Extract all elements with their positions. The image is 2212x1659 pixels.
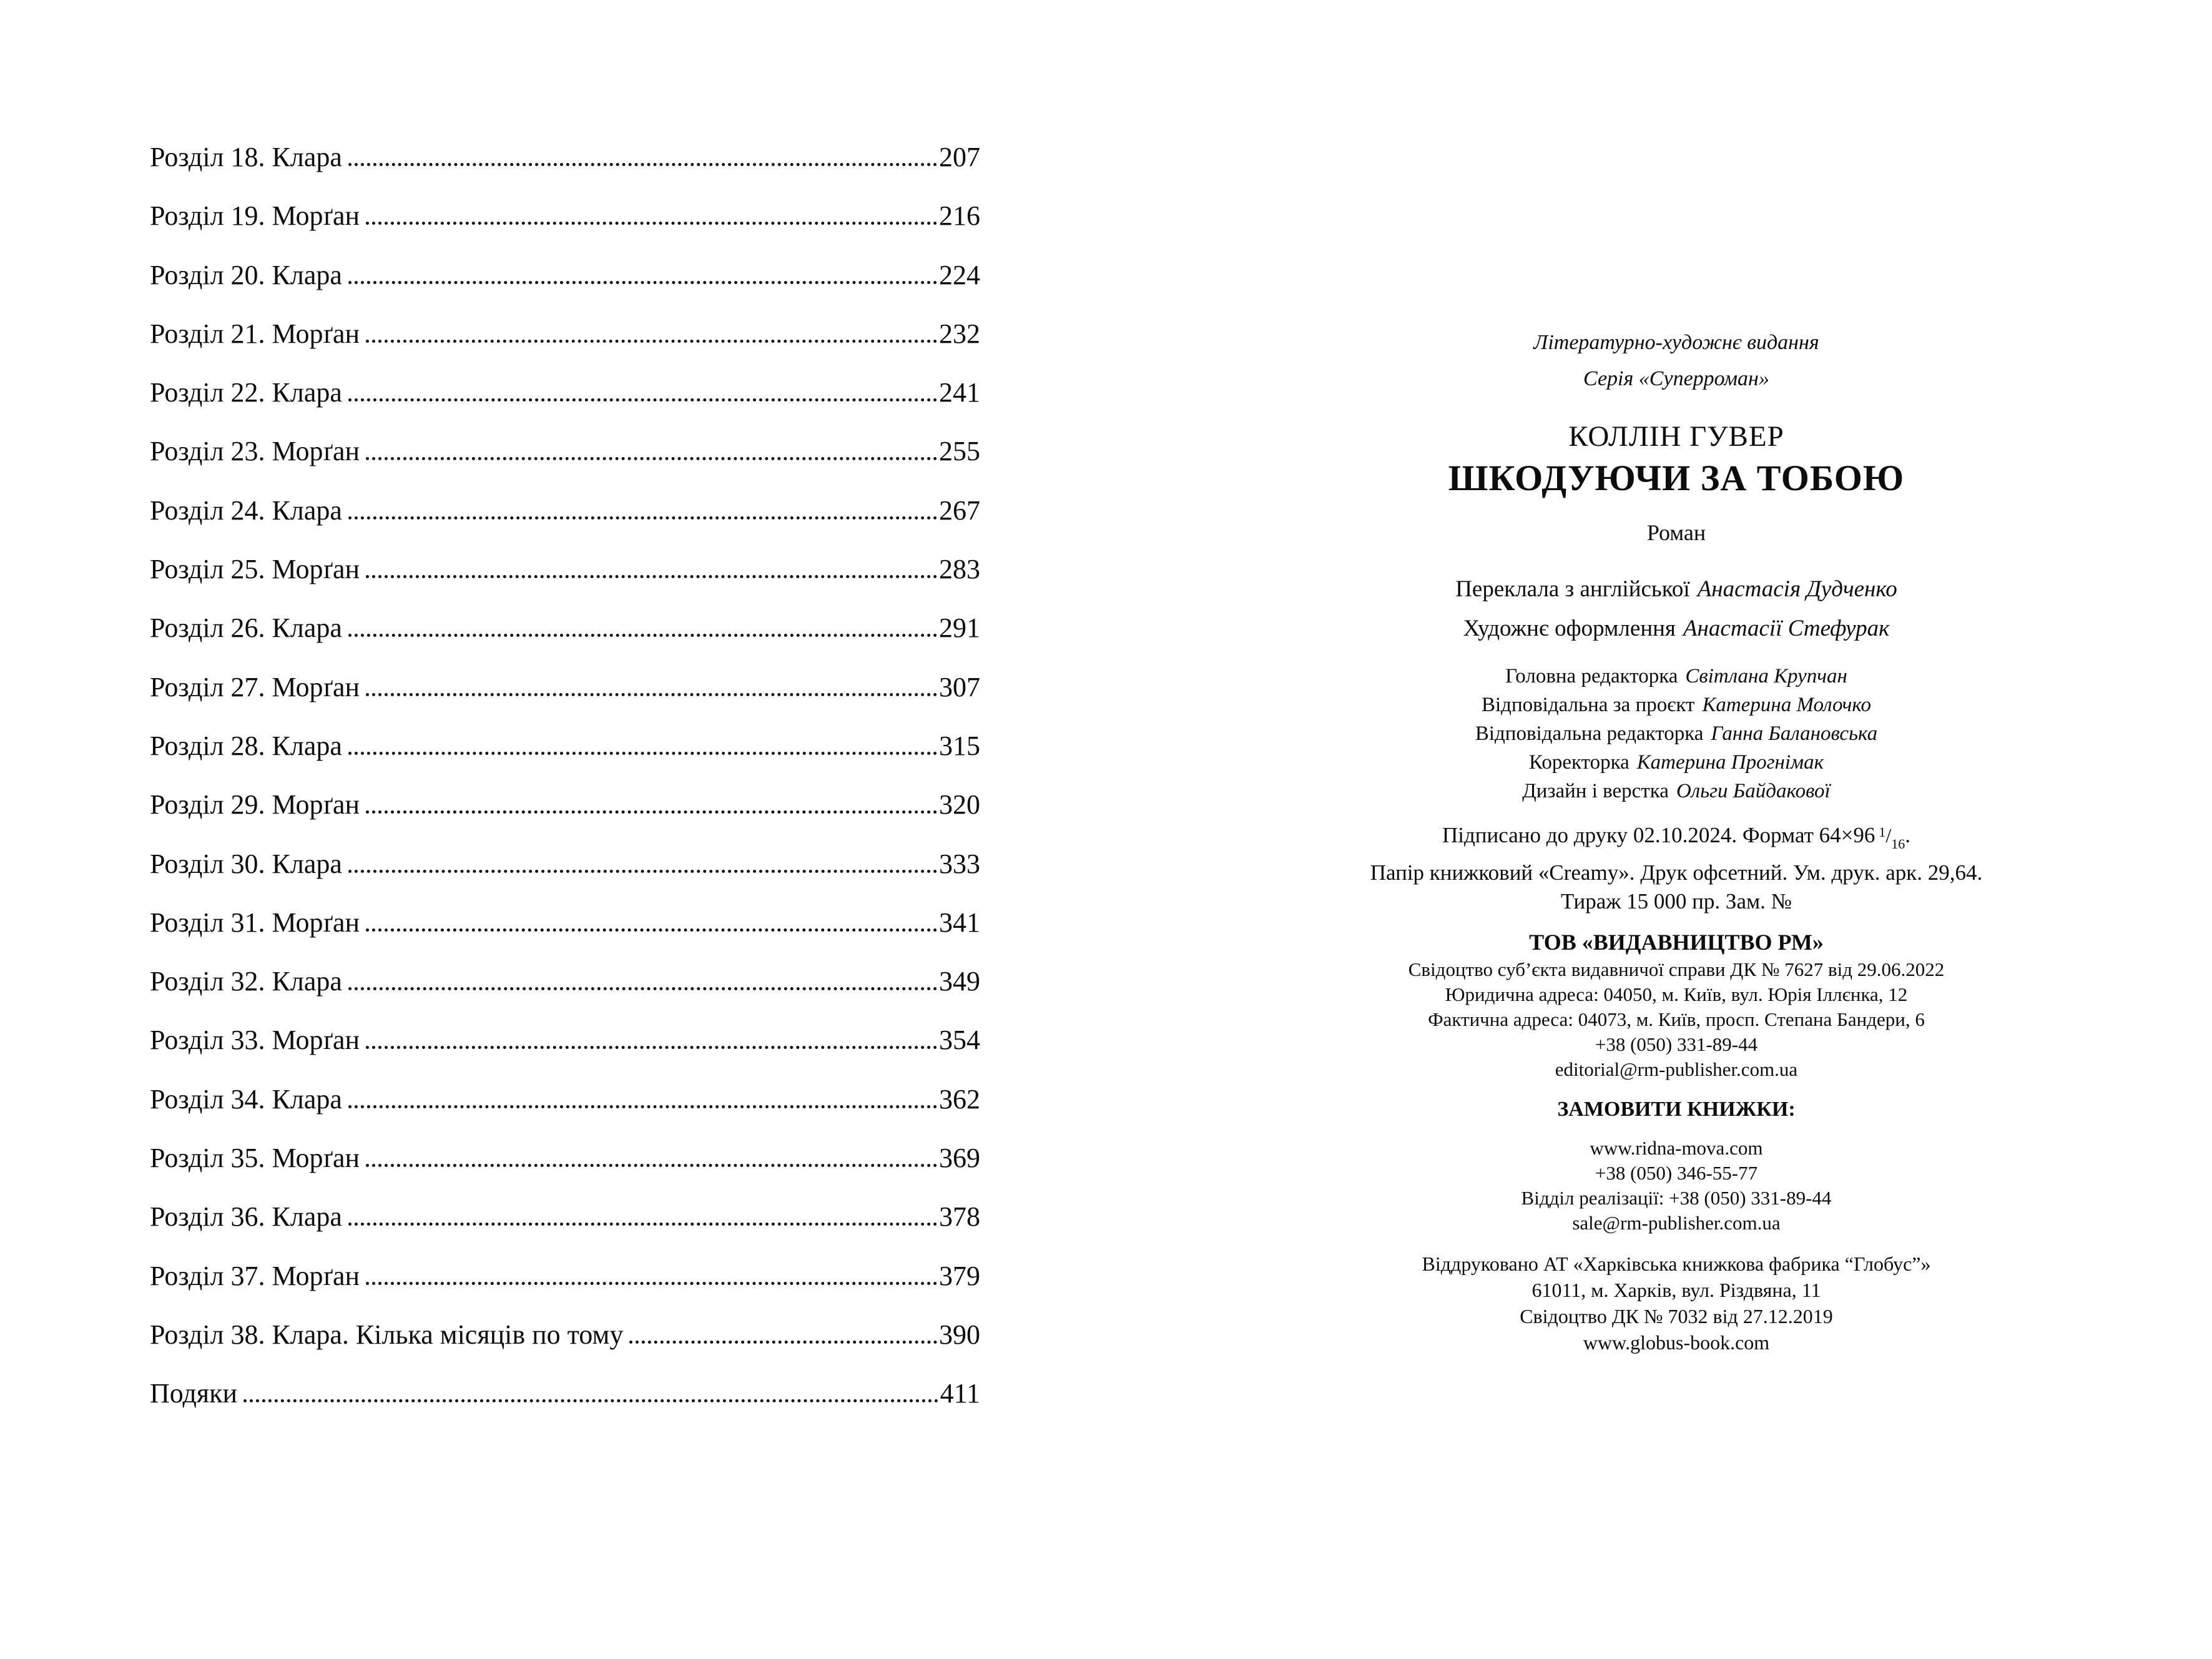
toc-entry-label: Розділ 25. Морґан bbox=[150, 554, 360, 585]
order-website: www.ridna-mova.com bbox=[1590, 1137, 1763, 1159]
printing-house-certificate: Свідоцтво ДК № 7032 від 27.12.2019 bbox=[1520, 1305, 1833, 1327]
staff-role: Відповідальна за проєкт bbox=[1481, 694, 1695, 716]
toc-dot-leader bbox=[348, 752, 937, 755]
colophon-page bbox=[1299, 325, 2054, 1356]
toc-page-number: 315 bbox=[939, 730, 980, 761]
author-name: КОЛЛІН ГУВЕР bbox=[1568, 420, 1784, 453]
toc-entry bbox=[150, 426, 980, 485]
toc-entry-label: Розділ 35. Морґан bbox=[150, 1143, 360, 1174]
staff-row bbox=[1299, 748, 2054, 777]
toc-entry-label: Розділ 19. Морґан bbox=[150, 200, 360, 232]
toc-entry bbox=[150, 368, 980, 426]
paper-info-line: Папір книжковий «Creamy». Друк офсетний. Ум. друк. арк. 29,64. bbox=[1370, 860, 1983, 885]
toc-entry-label: Розділ 30. Клара bbox=[150, 848, 342, 879]
staff-name: Катерина Прогнімак bbox=[1636, 751, 1824, 774]
toc-entry-label: Розділ 32. Клара bbox=[150, 966, 342, 997]
publisher-phone: +38 (050) 331-89-44 bbox=[1595, 1033, 1758, 1055]
toc-dot-leader bbox=[348, 1223, 937, 1226]
toc-entry bbox=[150, 1192, 980, 1251]
print-date-format: Підписано до друку 02.10.2024. Формат 64×96 bbox=[1442, 823, 1875, 847]
toc-page-number: 362 bbox=[939, 1083, 980, 1115]
staff-row bbox=[1299, 662, 2054, 691]
toc-page-number: 341 bbox=[939, 907, 980, 938]
toc-entry-label: Розділ 33. Морґан bbox=[150, 1025, 360, 1056]
toc-dot-leader bbox=[348, 634, 937, 637]
format-fraction-slash: / bbox=[1885, 824, 1892, 847]
credit-row bbox=[1299, 569, 2054, 609]
credit-role: Переклала з англійської bbox=[1455, 576, 1690, 602]
toc-entry-label: Розділ 38. Клара. Кілька місяців по тому bbox=[150, 1319, 624, 1350]
book-title: ШКОДУЮЧИ ЗА ТОБОЮ bbox=[1448, 458, 1905, 498]
publisher-name: ТОВ «ВИДАВНИЦТВО РМ» bbox=[1529, 930, 1824, 955]
printed-by-block bbox=[1299, 1251, 2054, 1356]
toc-entry-label: Розділ 18. Клара bbox=[150, 142, 342, 172]
series-name: Серія «Суперроман» bbox=[1583, 367, 1769, 390]
toc-entry bbox=[150, 1369, 980, 1427]
credits-block bbox=[1299, 569, 2054, 648]
publisher-block bbox=[1299, 957, 2054, 1082]
toc-entry-label: Розділ 27. Морґан bbox=[150, 671, 360, 702]
toc-entry bbox=[150, 1133, 980, 1192]
toc-entry-label: Розділ 21. Морґан bbox=[150, 318, 360, 349]
staff-name: Ганна Балановська bbox=[1711, 722, 1878, 745]
toc-entry bbox=[150, 721, 980, 780]
toc-entry bbox=[150, 1251, 980, 1310]
toc-page-number: 378 bbox=[939, 1201, 980, 1233]
toc-page-number: 267 bbox=[939, 495, 980, 526]
toc-entry bbox=[150, 898, 980, 957]
toc-dot-leader bbox=[366, 928, 937, 932]
order-block bbox=[1299, 1136, 2054, 1236]
credit-row bbox=[1299, 609, 2054, 648]
staff-row bbox=[1299, 777, 2054, 805]
toc-entry bbox=[150, 486, 980, 544]
staff-row bbox=[1299, 719, 2054, 748]
toc-page-number: 207 bbox=[939, 142, 980, 172]
toc-dot-leader bbox=[366, 1164, 937, 1167]
toc-entry bbox=[150, 191, 980, 250]
toc-entry bbox=[150, 839, 980, 898]
toc-entry-label: Розділ 24. Клара bbox=[150, 495, 342, 526]
toc-entry bbox=[150, 309, 980, 368]
print-line-period: . bbox=[1905, 823, 1910, 847]
toc-page-number: 320 bbox=[939, 789, 980, 820]
staff-role: Головна редакторка bbox=[1505, 665, 1678, 687]
toc-page-number: 390 bbox=[939, 1319, 980, 1350]
printing-house-address: 61011, м. Харків, вул. Різдвяна, 11 bbox=[1531, 1279, 1821, 1301]
format-fraction-numerator: 1 bbox=[1879, 824, 1886, 840]
toc-page-number: 283 bbox=[939, 554, 980, 585]
toc-dot-leader bbox=[243, 1399, 938, 1402]
toc-page-number: 216 bbox=[939, 200, 980, 232]
book-subtitle: Роман bbox=[1646, 520, 1706, 545]
staff-row bbox=[1299, 691, 2054, 719]
toc-page-number: 224 bbox=[939, 259, 980, 290]
order-email: sale@rm-publisher.com.ua bbox=[1572, 1212, 1781, 1234]
staff-name: Ольги Байдакової bbox=[1676, 780, 1831, 802]
toc-entry bbox=[150, 132, 980, 191]
toc-page-number: 411 bbox=[940, 1378, 980, 1409]
toc-page-number: 333 bbox=[939, 848, 980, 879]
toc-dot-leader bbox=[348, 281, 937, 284]
toc-page-number: 379 bbox=[939, 1260, 980, 1291]
toc-entry bbox=[150, 250, 980, 309]
toc-entry bbox=[150, 780, 980, 839]
order-sales-phone: Відділ реалізації: +38 (050) 331-89-44 bbox=[1521, 1187, 1832, 1209]
toc-dot-leader bbox=[366, 1046, 937, 1049]
toc-page bbox=[150, 132, 980, 1428]
order-phone: +38 (050) 346-55-77 bbox=[1595, 1162, 1758, 1184]
print-info-block bbox=[1299, 818, 2054, 916]
toc-entry-label: Розділ 36. Клара bbox=[150, 1201, 342, 1233]
print-info-line bbox=[1299, 818, 2054, 859]
toc-dot-leader bbox=[366, 340, 937, 343]
toc-dot-leader bbox=[366, 575, 937, 578]
toc-entry-label: Подяки bbox=[150, 1378, 238, 1409]
toc-entry-label: Розділ 20. Клара bbox=[150, 259, 342, 290]
credit-name: Анастасії Стефурак bbox=[1683, 616, 1890, 641]
toc-dot-leader bbox=[366, 457, 937, 460]
toc-entry bbox=[150, 957, 980, 1015]
staff-name: Світлана Крупчан bbox=[1685, 665, 1847, 687]
toc-page-number: 241 bbox=[939, 377, 980, 408]
toc-entry-label: Розділ 28. Клара bbox=[150, 730, 342, 761]
toc-dot-leader bbox=[348, 516, 937, 519]
toc-entry bbox=[150, 662, 980, 721]
toc-dot-leader bbox=[366, 222, 937, 225]
toc-dot-leader bbox=[366, 693, 937, 696]
toc-dot-leader bbox=[366, 810, 937, 814]
toc-entry-label: Розділ 37. Морґан bbox=[150, 1260, 360, 1291]
toc-entry-label: Розділ 31. Морґан bbox=[150, 907, 360, 938]
staff-block bbox=[1299, 662, 2054, 805]
toc-page-number: 354 bbox=[939, 1025, 980, 1056]
toc-entry bbox=[150, 1075, 980, 1133]
printing-house-website: www.globus-book.com bbox=[1583, 1331, 1770, 1354]
toc-dot-leader bbox=[366, 1282, 937, 1285]
toc-entry-label: Розділ 29. Морґан bbox=[150, 789, 360, 820]
staff-name: Катерина Молочко bbox=[1702, 694, 1872, 716]
toc-entry bbox=[150, 1015, 980, 1074]
publisher-email: editorial@rm-publisher.com.ua bbox=[1555, 1058, 1798, 1080]
toc-dot-leader bbox=[348, 987, 937, 990]
order-heading: ЗАМОВИТИ КНИЖКИ: bbox=[1557, 1098, 1796, 1121]
toc-entry bbox=[150, 544, 980, 603]
toc-entry-label: Розділ 23. Морґан bbox=[150, 436, 360, 467]
publisher-legal-address: Юридична адреса: 04050, м. Київ, вул. Юрія Іллєнка, 12 bbox=[1445, 983, 1908, 1005]
format-fraction-denominator: 16 bbox=[1891, 836, 1905, 852]
toc-entry bbox=[150, 1310, 980, 1369]
toc-dot-leader bbox=[348, 1105, 937, 1108]
credit-name: Анастасія Дудченко bbox=[1697, 576, 1897, 602]
toc-page-number: 255 bbox=[939, 436, 980, 467]
toc-entry bbox=[150, 603, 980, 662]
toc-page-number: 307 bbox=[939, 671, 980, 702]
toc-dot-leader bbox=[629, 1341, 937, 1344]
staff-role: Дизайн і верстка bbox=[1522, 780, 1669, 802]
toc-entry-label: Розділ 26. Клара bbox=[150, 613, 342, 644]
print-run-line: Тираж 15 000 пр. Зам. № bbox=[1560, 889, 1792, 913]
toc-page-number: 369 bbox=[939, 1143, 980, 1174]
toc-page-number: 291 bbox=[939, 613, 980, 644]
publisher-actual-address: Фактична адреса: 04073, м. Київ, просп. Степана Бандери, 6 bbox=[1428, 1008, 1925, 1030]
toc-page-number: 232 bbox=[939, 318, 980, 349]
publisher-certificate: Свідоцтво суб’єкта видавничої справи ДК № 7627 від 29.06.2022 bbox=[1408, 958, 1945, 980]
staff-role: Коректорка bbox=[1528, 751, 1630, 774]
printing-house: Віддруковано АТ «Харківська книжкова фабрика “Глобус”» bbox=[1422, 1253, 1931, 1275]
toc-entry-label: Розділ 34. Клара bbox=[150, 1083, 342, 1115]
toc-dot-leader bbox=[348, 870, 937, 873]
edition-type: Літературно-художнє видання bbox=[1533, 331, 1819, 354]
credit-role: Художнє оформлення bbox=[1463, 616, 1676, 641]
toc-entry-label: Розділ 22. Клара bbox=[150, 377, 342, 408]
toc-dot-leader bbox=[348, 163, 937, 166]
toc-page-number: 349 bbox=[939, 966, 980, 997]
toc-dot-leader bbox=[348, 398, 937, 401]
staff-role: Відповідальна редакторка bbox=[1475, 722, 1704, 745]
